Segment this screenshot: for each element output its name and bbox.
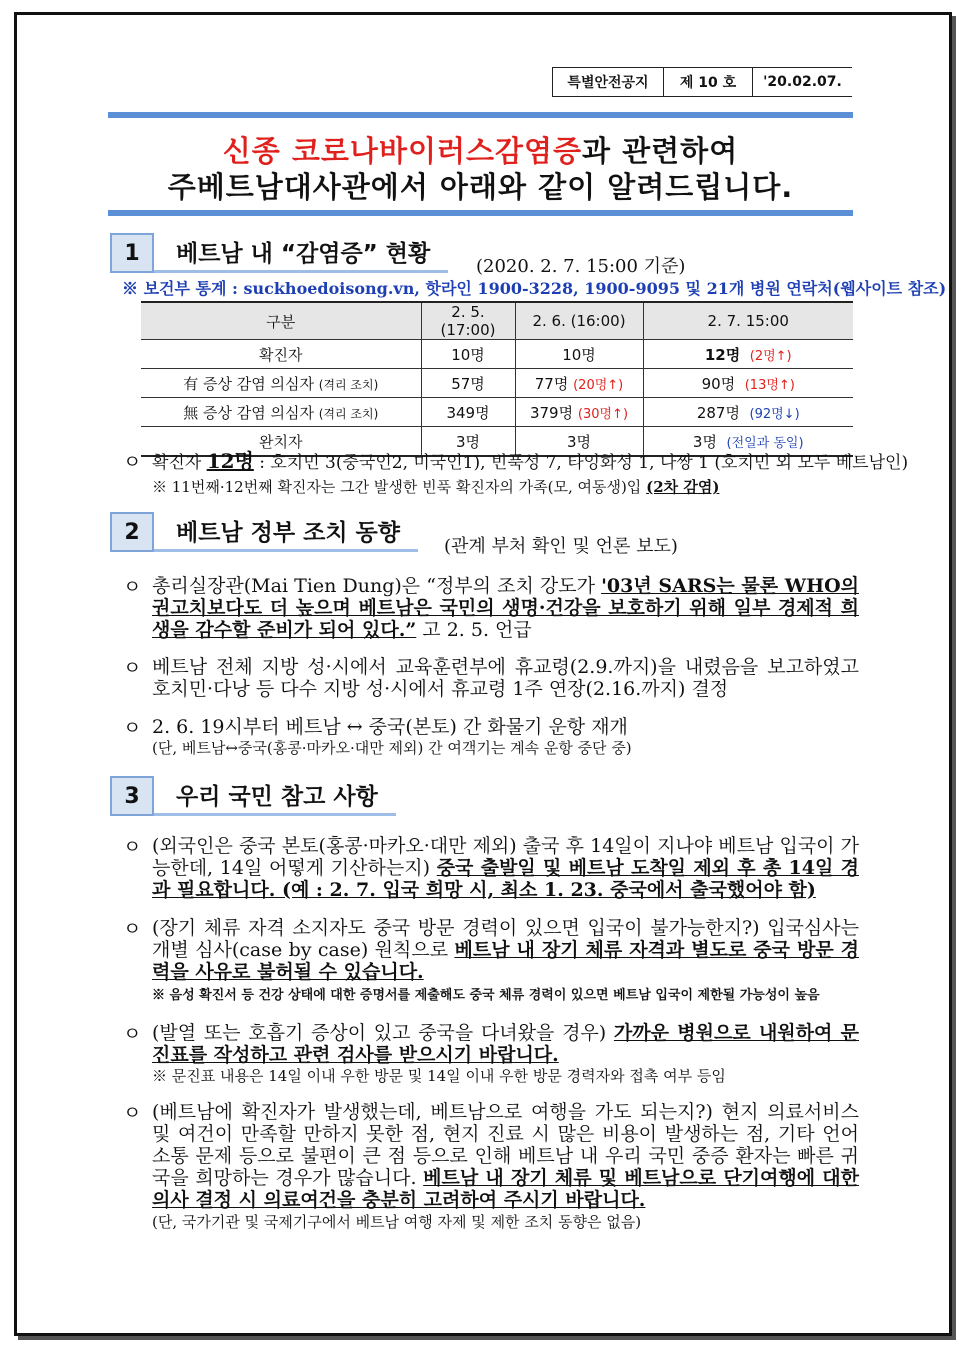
- qa-travel: (베트남에 확진자가 발생했는데, 베트남으로 여행을 가도 되는지?) 현지 의료서비스 및 여건이 만족할 만하지 못한 점, 현지 진료 시 많은 비용이 발생하는 점, 기타 언어 소통 문제 등으로 불편이 큰 점 등으로 인해 베트남 내 우리 국민 중증 환자는 빠른 귀국을 희망하는 경우가 많습니다. 베트남 내 장기 체류 및 베트남으로 단기여행에 대한 의사 결정 시 의료여건을 충분히 고려하여 주시기 바랍니다.: [152, 1101, 859, 1211]
- cell: 287명 (92명↓): [643, 398, 853, 427]
- source-line: ※ 보건부 통계 : suckhoedoisong.vn, 핫라인 1900-3228, 1900-9095 및 21개 병원 연락처(웹사이트 참조): [122, 279, 947, 298]
- bullet-marker: ㅇ: [123, 1023, 142, 1045]
- doc-type: 특별안전공지: [552, 68, 664, 96]
- section-3-heading: [110, 776, 396, 816]
- table-header-cell: 구분: [141, 302, 421, 340]
- section-title: 베트남 정부 조치 동향: [154, 512, 418, 552]
- cell: 77명 (20명↑): [515, 369, 643, 398]
- bullet-marker: ㅇ: [123, 836, 142, 858]
- section-2-heading: [110, 512, 418, 552]
- section-title: 베트남 내 “감염증” 현황: [154, 233, 448, 273]
- row-label: 확진자: [141, 340, 421, 369]
- cell: 12명 (2명↑): [643, 340, 853, 369]
- cell: 57명: [421, 369, 515, 398]
- confirmed-summary: 확진자 12명 : 호치민 3(중국인2, 미국인1), 빈푹성 7, 타잉화성 1, 나짱 1 (호치민 외 모두 베트남인): [152, 449, 909, 473]
- cell: 379명 (30명↑): [515, 398, 643, 427]
- qa-symptoms: (발열 또는 호흡기 증상이 있고 중국을 다녀왔을 경우) 가까운 병원으로 내원하여 문진표를 작성하고 관련 검사를 받으시기 바랍니다.: [152, 1022, 859, 1066]
- cell: 349명: [421, 398, 515, 427]
- school-closure: 베트남 전체 지방 성·시에서 교육훈련부에 휴교령(2.9.까지)을 내렸음을 보고하였고 호치민·다낭 등 다수 지방 성·시에서 휴교령 1주 연장(2.16.까지) 결정: [152, 656, 859, 700]
- confirmed-note: ※ 11번째·12번째 확진자는 그간 발생한 빈푹 확진자의 가족(모, 여동생)입 (2차 감염): [152, 478, 720, 496]
- bullet-marker: ㅇ: [123, 657, 142, 679]
- issue-number: 제 10 호: [664, 68, 753, 96]
- bullet-marker: ㅇ: [123, 717, 142, 739]
- row-label: 완치자: [141, 427, 421, 457]
- qa-entry-14days: (외국인은 중국 본토(홍콩·마카오·대만 제외) 출국 후 14일이 지나야 베트남 입국이 가능한데, 14일 어떻게 기산하는지) 중국 출발일 및 베트남 도착일 제외 후 총 14일 경과 필요합니다. (예 : 2. 7. 입국 희망 시, 최소 1. 23. 중국에서 출국했어야 함): [152, 835, 859, 901]
- qa-long-term-residents: (장기 체류 자격 소지자도 중국 방문 경력이 있으면 입국이 불가능한지?) 입국심사는 개별 심사(case by case) 원칙으로 베트남 내 장기 체류 자격과 별도로 중국 방문 경력을 사유로 불허될 수 있습니다.: [152, 917, 859, 983]
- row-label: 有 증상 감염 의심자 (격리 조치): [141, 369, 421, 398]
- cargo-flights: 2. 6. 19시부터 베트남 ↔ 중국(본토) 간 화물기 운항 재개: [152, 716, 628, 738]
- section-1-subtitle: (2020. 2. 7. 15:00 기준): [476, 256, 686, 277]
- issue-date: '20.02.07.: [763, 74, 842, 90]
- questionnaire-note: ※ 문진표 내용은 14일 이내 우한 방문 및 14일 이내 우한 방문 경력자와 접촉 여부 등임: [152, 1067, 726, 1085]
- bullet-marker: ㅇ: [123, 918, 142, 940]
- status-table: [141, 301, 853, 457]
- cell: 90명 (13명↑): [643, 369, 853, 398]
- table-header-cell: 2. 5.(17:00): [421, 302, 515, 340]
- notice-header: [552, 67, 852, 97]
- table-header-row: [141, 302, 853, 340]
- title-line-1: 신종 코로나바이러스감염증과 관련하여: [222, 134, 739, 168]
- title-top-rule: [108, 112, 853, 118]
- table-header-cell: 2. 7. 15:00: [643, 302, 853, 340]
- bullet-marker: ㅇ: [123, 1102, 142, 1124]
- cell: 3명 (전일과 동일): [643, 427, 853, 457]
- section-number: 1: [110, 233, 154, 273]
- section-title: 우리 국민 참고 사항: [154, 776, 396, 816]
- row-label: 無 증상 감염 의심자 (격리 조치): [141, 398, 421, 427]
- table-row: [141, 340, 853, 369]
- section-number: 3: [110, 776, 154, 816]
- title-bottom-rule: [108, 210, 853, 216]
- cell: 10명: [421, 340, 515, 369]
- gov-statement: 총리실장관(Mai Tien Dung)은 “정부의 조치 강도가 '03년 SARS는 물론 WHO의 권고치보다도 더 높으며 베트남은 국민의 생명·건강을 보호하기 위해 일부 경제적 희생을 감수할 준비가 되어 있다.” 고 2. 5. 언급: [152, 575, 859, 641]
- health-cert-note: ※ 음성 확진서 등 건강 상태에 대한 증명서를 제출해도 중국 체류 경력이 있으면 베트남 입국이 제한될 가능성이 높음: [152, 988, 820, 1003]
- cell: 3명: [421, 427, 515, 457]
- travel-restriction-note: (단, 국가기관 및 국제기구에서 베트남 여행 자제 및 제한 조치 동향은 없음): [152, 1213, 642, 1231]
- cell: 3명: [515, 427, 643, 457]
- passenger-note: (단, 베트남↔중국(홍콩·마카오·대만 제외) 간 여객기는 계속 운항 중단 중): [152, 739, 632, 757]
- table-row: [141, 398, 853, 427]
- section-1-heading: [110, 233, 448, 273]
- bullet-marker: ㅇ: [123, 451, 142, 473]
- title-line-2: 주베트남대사관에서 아래와 같이 알려드립니다.: [167, 170, 794, 204]
- table-header-cell: 2. 6. (16:00): [515, 302, 643, 340]
- cell: 10명: [515, 340, 643, 369]
- table-row: [141, 369, 853, 398]
- bullet-marker: ㅇ: [123, 576, 142, 598]
- section-number: 2: [110, 512, 154, 552]
- section-2-subtitle: (관계 부처 확인 및 언론 보도): [444, 536, 678, 557]
